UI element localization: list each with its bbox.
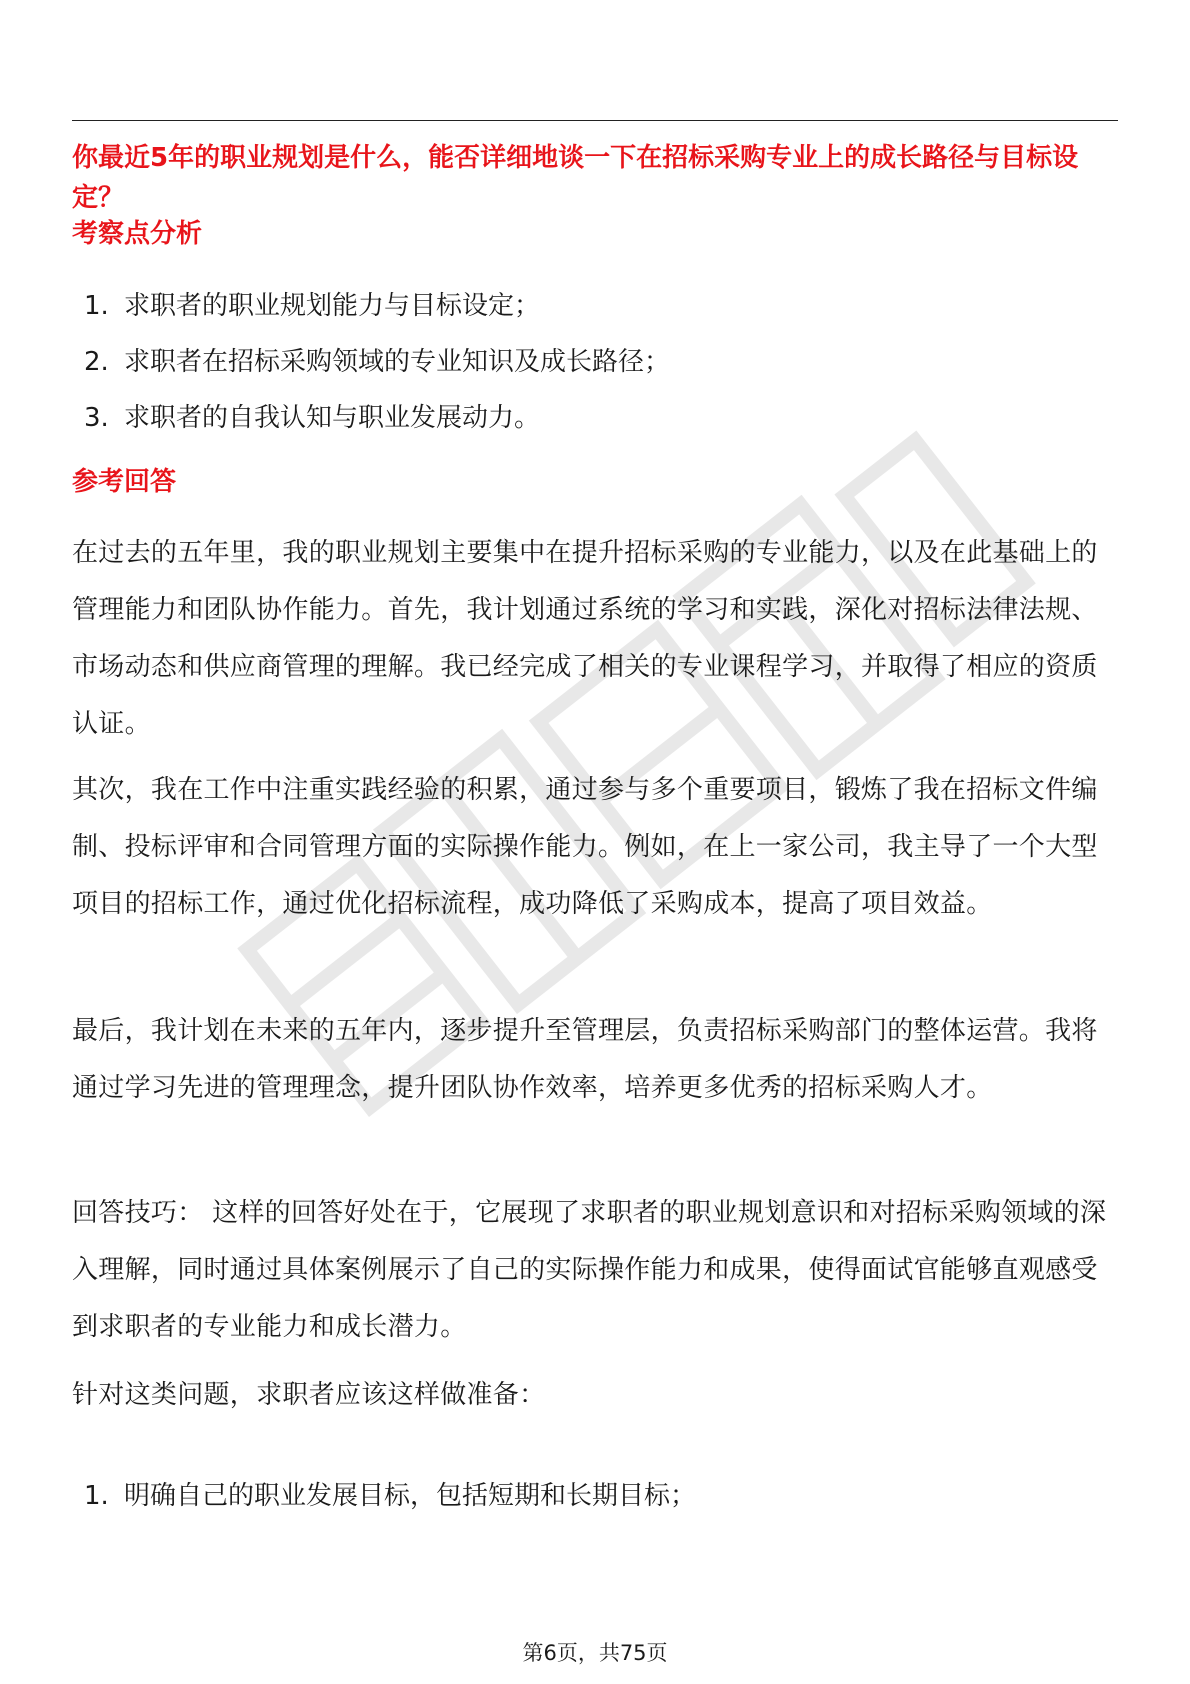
prep-list	[84, 1468, 1114, 1524]
answer-paragraph-3: 最后，我计划在未来的五年内，逐步提升至管理层，负责招标采购部门的整体运营。我将通过学习先进的管理理念，提升团队协作效率，培养更多优秀的招标采购人才。	[72, 1016, 1098, 1103]
list-item-number: 3.	[84, 403, 109, 433]
top-divider	[72, 120, 1118, 121]
analysis-section-title: 考察点分析	[72, 219, 203, 249]
list-item	[84, 278, 1114, 334]
list-item-text: 求职者在招标采购领域的专业知识及成长路径；	[124, 347, 671, 377]
list-item-number: 2.	[84, 347, 109, 377]
page-footer: 第6页，共75页	[522, 1641, 668, 1665]
list-item	[84, 390, 1114, 446]
list-item-text: 明确自己的职业发展目标，包括短期和长期目标；	[124, 1481, 697, 1511]
answer-paragraph-1: 在过去的五年里，我的职业规划主要集中在提升招标采购的专业能力，以及在此基础上的管理能力和团队协作能力。首先，我计划通过系统的学习和实践，深化对招标法律法规、市场动态和供应商管理的理解。我已经完成了相关的专业课程学习，并取得了相应的资质认证。	[72, 538, 1098, 739]
list-item	[84, 1468, 1114, 1524]
list-item-text: 求职者的职业规划能力与目标设定；	[124, 291, 541, 321]
answer-tips-paragraph: 回答技巧： 这样的回答好处在于，它展现了求职者的职业规划意识和对招标采购领域的深入理解，同时通过具体案例展示了自己的实际操作能力和成果，使得面试官能够直观感受到求职者的专业能力和成长潜力。	[72, 1198, 1107, 1342]
answer-section-title: 参考回答	[72, 467, 177, 497]
prep-intro-paragraph: 针对这类问题，求职者应该这样做准备：	[72, 1380, 546, 1410]
list-item	[84, 334, 1114, 390]
question-heading: 你最近5年的职业规划是什么，能否详细地谈一下在招标采购专业上的成长路径与目标设定？	[72, 143, 1079, 213]
answer-paragraph-2: 其次，我在工作中注重实践经验的积累，通过参与多个重要项目，锻炼了我在招标文件编制、投标评审和合同管理方面的实际操作能力。例如，在上一家公司，我主导了一个大型项目的招标工作，通过优化招标流程，成功降低了采购成本，提高了项目效益。	[72, 775, 1098, 919]
list-item-number: 1.	[84, 291, 109, 321]
list-item-text: 求职者的自我认知与职业发展动力。	[124, 403, 541, 433]
list-item-number: 1.	[84, 1481, 109, 1511]
analysis-list	[84, 278, 1114, 446]
